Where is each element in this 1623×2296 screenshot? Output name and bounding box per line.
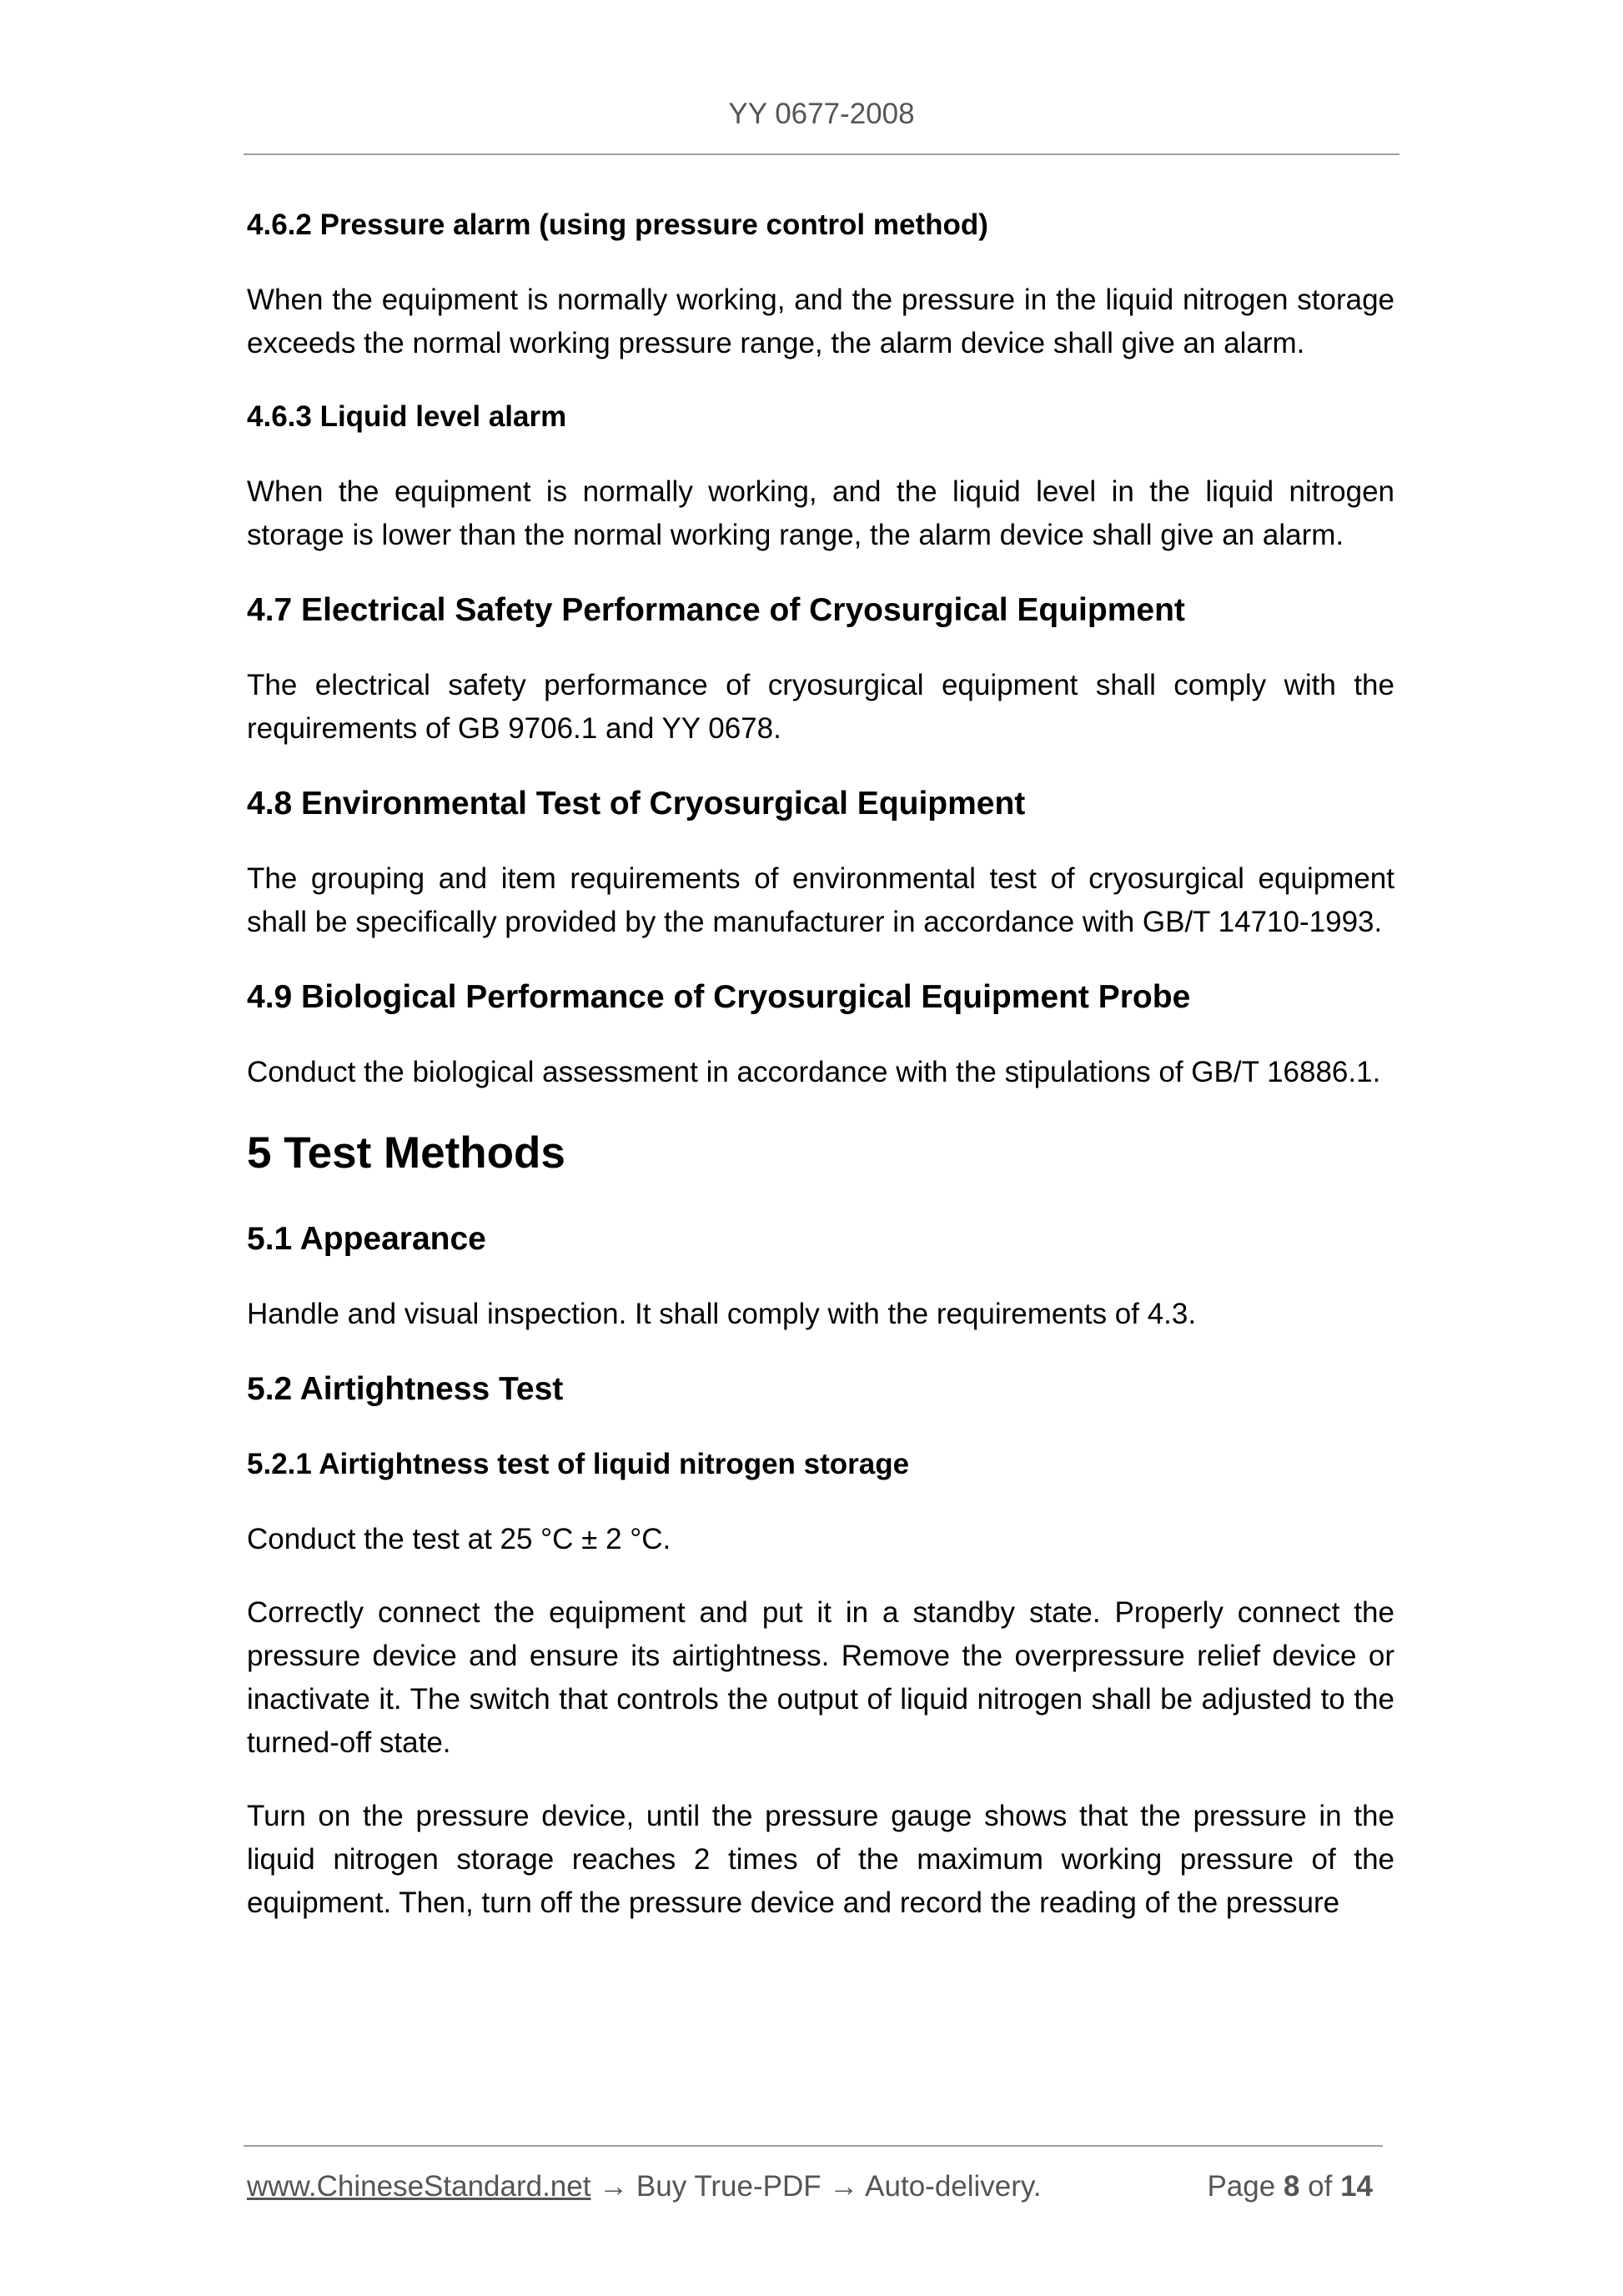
page-current: 8 <box>1283 2170 1300 2203</box>
page-number <box>1207 2165 1373 2208</box>
running-header: YY 0677-2008 <box>728 98 915 130</box>
page-label: Page <box>1207 2170 1276 2203</box>
footer-tagline: → Buy True-PDF → Auto-delivery. <box>590 2170 1042 2203</box>
header-divider <box>244 153 1399 155</box>
page-footer <box>247 2165 1389 2208</box>
page-body <box>247 203 1394 1925</box>
paragraph-4-8: The grouping and item requirements of environmental test of cryosurgical equipment shall be specifically provided by the manufacturer in accordance with GB/T 14710-1993. <box>247 862 1394 938</box>
footer-promo <box>247 2165 1042 2208</box>
heading-4-6-3: 4.6.3 Liquid level alarm <box>247 400 567 433</box>
paragraph-4-9: Conduct the biological assessment in accordance with the stipulations of GB/T 16886.1. <box>247 1056 1381 1088</box>
heading-5-2-1: 5.2.1 Airtightness test of liquid nitrogen storage <box>247 1448 910 1480</box>
paragraph-5-2-1-b: Correctly connect the equipment and put it in a standby state. Properly connect the pressure device and ensure its airtightness. Remove the overpressure relief device or inactivate it. The switch that controls the output of liquid nitrogen shall be adjusted to the turned-off state. <box>247 1596 1394 1759</box>
paragraph-5-2-1-c: Turn on the pressure device, until the pressure gauge shows that the pressure in the liquid nitrogen storage reaches 2 times of the maximum working pressure of the equipment. Then, turn off the pressure device and record the reading of the pressure <box>247 1800 1394 1919</box>
page-total: 14 <box>1340 2170 1373 2203</box>
heading-4-6-2: 4.6.2 Pressure alarm (using pressure control method) <box>247 208 988 241</box>
heading-4-8: 4.8 Environmental Test of Cryosurgical Equipment <box>247 786 1026 821</box>
paragraph-4-6-3: When the equipment is normally working, and the liquid level in the liquid nitrogen storage is lower than the normal working range, the alarm device shall give an alarm. <box>247 475 1394 551</box>
of-label: of <box>1308 2170 1333 2203</box>
heading-5: 5 Test Methods <box>247 1128 565 1178</box>
paragraph-5-1: Handle and visual inspection. It shall comply with the requirements of 4.3. <box>247 1298 1197 1330</box>
paragraph-5-2-1-a: Conduct the test at 25 °C ± 2 °C. <box>247 1523 671 1555</box>
heading-4-9: 4.9 Biological Performance of Cryosurgical Equipment Probe <box>247 979 1191 1015</box>
footer-divider <box>244 2145 1383 2147</box>
paragraph-4-6-2: When the equipment is normally working, and the pressure in the liquid nitrogen storage exceeds the normal working pressure range, the alarm device shall give an alarm. <box>247 284 1394 359</box>
paragraph-4-7: The electrical safety performance of cryosurgical equipment shall comply with the requirements of GB 9706.1 and YY 0678. <box>247 669 1394 745</box>
heading-5-1: 5.1 Appearance <box>247 1221 486 1257</box>
heading-5-2: 5.2 Airtightness Test <box>247 1371 564 1407</box>
website-link[interactable]: www.ChineseStandard.net <box>247 2170 591 2203</box>
heading-4-7: 4.7 Electrical Safety Performance of Cryosurgical Equipment <box>247 592 1185 628</box>
